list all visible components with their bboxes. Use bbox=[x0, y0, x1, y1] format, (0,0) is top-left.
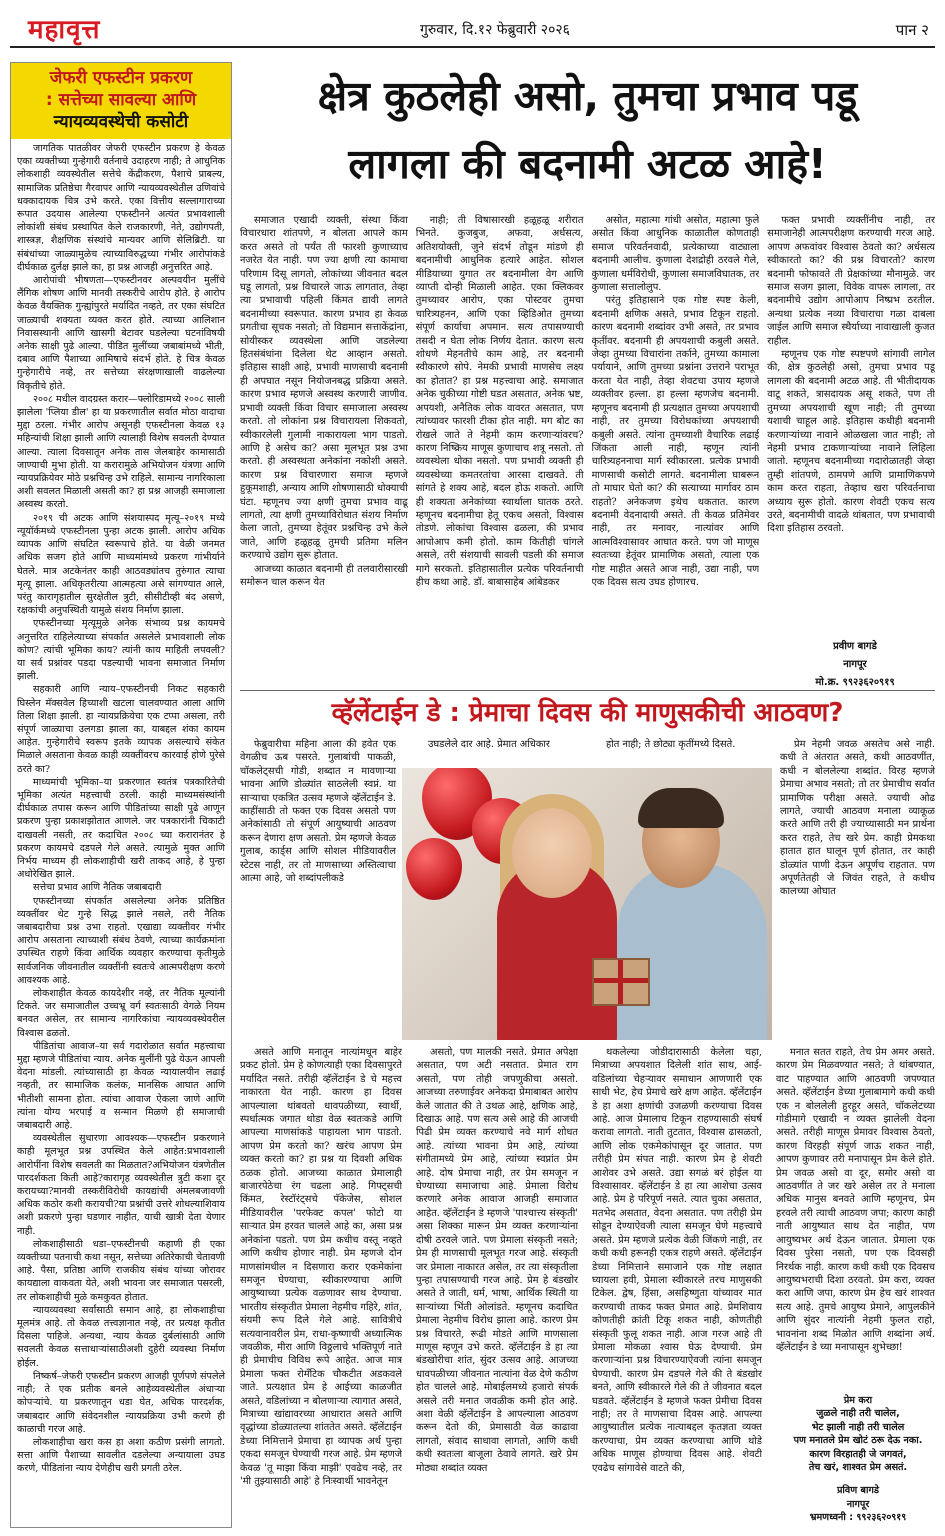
sidebar-subheading: सत्तेचा प्रभाव आणि नैतिक जबाबदारी bbox=[33, 882, 162, 894]
article1-headline bbox=[240, 62, 935, 212]
poem-line: पण मनातले प्रेम खोटं ठरू देऊ नका. bbox=[793, 1435, 923, 1447]
woman-face bbox=[512, 808, 592, 898]
poem-line: जुळले नाही तरी चालेल, bbox=[816, 1408, 900, 1420]
article2-paragraph: थकलेल्या जोडीदारासाठी केलेला चहा, मित्राच्या अपयशात दिलेली शांत साथ, आई-वडिलांच्या चेहऱ्यावर समाधान आणणारी एक साधी भेट, हेच प्रेमाचे खरे क्षण आहेत. व्हॅलेंटाईन डे हा अशा क्षणांची उजळणी करण्याचा दिवस आहे. आज प्रेमालाच टिकून राहण्यासाठी संघर्ष करावा लागतो. नाती तुटतात, विश्वास ढासळतो, आणि लोक एकमेकांपासून दूर जातात. पण तरीही प्रेम संपत नाही. कारण प्रेम हे शेवटी आशेवर उभे असते. उद्या सगळं बरं होईल या विश्वासावर. व्हॅलेंटाईन डे हा त्या आशेचा उत्सव आहे. प्रेम हे परिपूर्ण नसते. त्यात चुका असतात, मतभेद असतात, वेदना असतात. पण तरीही प्रेम सोडून देण्याऐवजी त्याला समजून घेणे महत्त्वाचे असते. प्रेम म्हणजे प्रत्येक वेळी जिंकणे नाही, तर कधी कधी हरूनही एकत्र राहणे असते. व्हॅलेंटाईन डेच्या निमित्ताने समाजाने एक गोष्ट लक्षात घ्यायला हवी, प्रेमाला स्वीकारले तरच माणुसकी टिकेल. द्वेष, हिंसा, असहिष्णुता यांच्यावर मात करण्याची ताकद फक्त प्रेमात आहे. प्रेमशिवाय कोणतीही क्रांती टिकू शकत नाही, कोणतीही संस्कृती फुलू शकत नाही. आज गरज आहे ती प्रेमाला मोकळा श्वास घेऊ देण्याची. प्रेम करणाऱ्यांना प्रश्न विचारण्याऐवजी त्यांना समजून घेण्याची. कारण प्रेम दडपले गेले की ते बंडखोर बनते, आणि स्वीकारले गेले की ते जीवनात बदल घडवते. व्हॅलेंटाईन डे म्हणजे फक्त प्रेमीचा दिवस नाही; तर ते माणसाचा दिवस आहे. आपल्या आयुष्यातील प्रत्येक नात्याबद्दल कृतज्ञता व्यक्त करण्याचा, प्रेम व्यक्त करण्याचा आणि थोडे अधिक माणूस होण्याचा दिवस आहे. शेवटी एवढेच सांगावेसे वाटते की, bbox=[592, 1047, 762, 1474]
article2-paragraph: फेब्रुवारीचा महिना आला की हवेत एक वेगळीच ऊब पसरते. गुलाबांची पाकळी, चॉकलेट्सची गोडी, शब्दात न मावणाऱ्या भावना आणि डोळ्यांत साठलेली स्वप्नं. या साऱ्याचा एकत्रित उत्सव म्हणजे व्हॅलेंटाईन डे. काहींसाठी तो फक्त एक दिवस असतो पण अनेकांसाठी तो संपूर्ण आयुष्याची आठवण करून देणारा क्षण असतो. प्रेम म्हणजे केवळ गुलाब, कार्ड्स आणि सोशल मीडियावरील स्टेटस नाही, तर तो माणसाच्या अस्तित्वाचा आत्मा आहे, जो शब्दांपलीकडे bbox=[240, 739, 396, 885]
sidebar-paragraph: जागतिक पातळीवर जेफरी एफस्टीन प्रकरण हे केवळ एका व्यक्तीच्या गुन्हेगारी वर्तनाचे उदाहरण नाही; ते आधुनिक लोकशाही व्यवस्थेतील सत्तेचे केंद्रीकरण, पैशाचे प्राबल्य, सामाजिक प्रतिष्ठेचा गैरवापर आणि न्यायव्यवस्थेतील उणिवांचे धक्कादायक चित्र उभे करते. एका वित्तीय सल्लागाराच्या रूपात उदयास आलेल्या एफस्टीनने अत्यंत प्रभावशाली लोकांशी संबंध प्रस्थापित केले राजकारणी, नेते, उद्योगपती, शास्त्रज्ञ, शैक्षणिक संस्थांचे मान्यवर आणि सेलिब्रिटी. या संबंधांच्या जाळ्यामुळेच त्याच्याविरुद्धच्या गंभीर आरोपांकडे दीर्घकाळ दुर्लक्ष झाले का, हा प्रश्न आजही अनुत्तरित आहे. bbox=[17, 143, 225, 273]
article2-column-top-3 bbox=[592, 738, 772, 758]
page-number: पान २ bbox=[895, 21, 929, 39]
article1-headline-line2: लागला की बदनामी अटळ आहे! bbox=[348, 140, 827, 188]
article1-column-4 bbox=[767, 214, 935, 684]
sidebar-paragraph: न्यायव्यवस्था सर्वांसाठी समान आहे, हा लोकशाहीचा मूलमंत्र आहे. तो केवळ तत्त्वज्ञानात नव्हे, तर प्रत्यक्ष कृतीत दिसला पाहिजे. अन्यथा, न्याय केवळ दुर्बलांसाठी आणि सवलती केवळ सत्ताधाऱ्यांसाठीअशी दुहेरी व्यवस्था निर्माण होईल. bbox=[17, 1304, 225, 1369]
article1-paragraph: परंतु इतिहासाने एक गोष्ट स्पष्ट केली, बदनामी क्षणिक असते, प्रभाव टिकून राहतो. कारण बदनामी शब्दांवर उभी असते, तर प्रभाव कृतींवर. बदनामी ही अपयशाची कबुली असते. जेव्हा तुमच्या विचारांना तर्काने, तुमच्या कामाला पर्यायाने, आणि तुमच्या प्रश्नांना उत्तराने पराभूत करता येत नाही, तेव्हा शेवटचा उपाय म्हणजे व्यक्तीवर हल्ला. हा हल्ला म्हणजेच बदनामी. म्हणूनच बदनामी ही प्रत्यक्षात तुमच्या अपयशाची नाही, तर तुमच्या विरोधकांच्या अपयशाची कबुली असते. त्यांना तुमच्याशी वैचारिक लढाई जिंकता आली नाही, म्हणून त्यांनी चारित्र्यहननाचा मार्ग स्वीकारला. प्रत्येक प्रभावी माणसाची कसोटी लागते. बदनामीला घाबरून तो माघार घेतो का? की सत्याच्या मार्गावर ठाम राहतो? अनेकजण इथेच थकतात. कारण बदनामी वेदनादायी असते. ती केवळ प्रतिमेवर नाही, तर मनावर, नात्यांवर आणि आत्मविश्वासावर आघात करते. पण जो माणूस स्वतःच्या हेतूंवर प्रामाणिक असतो, त्याला एक गोष्ट माहीत असते आज नाही, उद्या नाही, पण एक दिवस सत्य उघड होणारच. bbox=[591, 295, 760, 588]
article2-column-1 bbox=[240, 1046, 402, 1526]
article2-poem-and-byline bbox=[788, 1394, 928, 1525]
article1-byline bbox=[780, 638, 930, 692]
article2-column-top-4 bbox=[780, 738, 935, 1042]
article2-author: प्रविण बागडे bbox=[836, 1485, 880, 1497]
article1-paragraph: समाजात एखादी व्यक्ती, संस्था किंवा विचारधारा शांतपणे, न बोलता आपले काम करत असते तो पर्यंत ती फारशी कुणाच्याच नजरेत येत नाही. पण ज्या क्षणी त्या कामाचा परिणाम दिसू लागतो, लोकांच्या जीवनात बदल घडू लागतो, प्रश्न विचारले जाऊ लागतात, तेव्हा त्या प्रभावाची पहिली किंमत द्यावी लागते बदनामीच्या स्वरूपात. कारण प्रभाव हा केवळ प्रगतीचा सूचक नसतो; तो विद्यमान सत्ताकेंद्रांना, सोयीस्कर व्यवस्थेला आणि जडलेल्या हितसंबंधांना दिलेला थेट आव्हान असतो. इतिहास साक्षी आहे, प्रभावी माणसाची बदनामी ही अपघात नसून नियोजनबद्ध प्रक्रिया असते. कारण प्रभाव म्हणजे अस्वस्थ करणारी जाणीव. प्रभावी व्यक्ती किंवा विचार समाजाला अस्वस्थ करतो. तो लोकांना प्रश्न विचारायला शिकवतो, स्वीकारलेली गुलामी नाकारायला भाग पाडतो. आणि हे असेच का? असा मूलभूत प्रश्न उभा करतो. ही अस्वस्थता अनेकांना नकोशी असते. कारण प्रश्न विचारणारा समाज म्हणजे हुकूमशाही, अन्याय आणि शोषणासाठी धोक्याची घंटा. म्हणूनच ज्या क्षणी तुमचा प्रभाव वाढू लागतो, त्या क्षणी तुमच्याविरोधात संशय निर्माण केला जातो, तुमच्या हेतूंवर प्रश्नचिन्ह उभे केले जाते, आणि हळूहळू तुमची प्रतिमा मलिन करण्याचे उद्योग सुरू होतात. bbox=[240, 215, 408, 562]
sidebar-title-line3: न्यायव्यवस्थेची कसोटी bbox=[53, 112, 189, 132]
article2-column-3 bbox=[592, 1046, 762, 1526]
article2-headline: व्हॅलेंटाईन डे : प्रेमाचा दिवस की माणुसकीची आठवण? bbox=[240, 690, 935, 734]
issue-date: गुरुवार, दि.१२ फेब्रुवारी २०२६ bbox=[420, 22, 570, 38]
sidebar-paragraph: लोकशाहीत केवळ कायदेशीर नव्हे, तर नैतिक मूल्यांनी टिकते. जर समाजातील उच्चभ्रू वर्ग स्वतःसाठी वेगळे नियम बनवत असेल, तर सामान्य नागरिकांचा न्यायव्यवस्थेवरील विश्वास ढळतो. bbox=[17, 988, 225, 1039]
sidebar-paragraph: पीडितांचा आवाज–या सर्व गदारोळात सर्वात महत्त्वाचा मुद्दा म्हणजे पीडितांचा न्याय. अनेक मुलींनी पुढे येऊन आपली वेदना मांडली. त्यांच्यासाठी हा केवळ न्यायालयीन लढाई नव्हती, तर सामाजिक कलंक, मानसिक आघात आणि भीतीशी सामना होता. त्यांचा आवाज ऐकला जाणे आणि त्यांना योग्य भरपाई व सन्मान मिळणे ही समाजाची जबाबदारी आहे. bbox=[17, 1040, 225, 1132]
sidebar-paragraph: २००८ मधील वादग्रस्त करार—फ्लोरिडामध्ये २००८ साली झालेला 'प्लिया डील' हा या प्रकरणातील सर्वात मोठा वादाचा मुद्दा ठरला. गंभीर आरोप असूनही एफस्टीनला केवळ १३ महिन्यांची शिक्षा झाली आणि त्यालाही विशेष सवलती देण्यात आल्या. त्याला दिवसातून अनेक तास जेलबाहेर कामासाठी जाण्याची मुभा होती. या करारामुळे अभियोजन यंत्रणा आणि न्यायप्रक्रियेवर मोठे प्रश्नचिन्ह उभे राहिले. सामान्य नागरिकाला अशी सवलत मिळाली असती का? हा प्रश्न आजही समाजाला अस्वस्थ करतो. bbox=[17, 393, 225, 511]
article1-column-2 bbox=[416, 214, 584, 684]
sidebar-paragraph: एफस्टीनच्या संपर्कात असलेल्या अनेक प्रतिष्ठित व्यक्तींवर थेट गुन्हे सिद्ध झाले नसले, तरी नैतिक जबाबदारीचा प्रश्न उभा राहतो. एखाद्या व्यक्तीवर गंभीर आरोप असताना त्याच्याशी संबंध ठेवणे, त्याच्या कार्यक्रमांना उपस्थित राहणे किंवा आर्थिक व्यवहार करण्याचा कृतीमुळे सार्वजनिक जीवनातील व्यक्तींनी स्वतःचे आत्मपरीक्षण करणे आवश्यक आहे. bbox=[17, 895, 225, 986]
poem-line: तेच खरं, शाश्वत प्रेम असतं. bbox=[808, 1462, 908, 1474]
article1-paragraph: म्हणूनच एक गोष्ट स्पष्टपणे सांगावी लागेल की, क्षेत्र कुठलेही असो, तुमचा प्रभाव पडू लागला की बदनामी अटळ आहे. ती भीतीदायक वाटू शकते, त्रासदायक असू शकते, पण ती तुमच्या अपयशाची खूण नाही; ती तुमच्या यशाची चाहूल आहे. इतिहास कधीही बदनामी करणाऱ्यांच्या नावाने ओळखला जात नाही; तो नेहमी प्रभाव टाकणाऱ्यांच्या नावाने लिहिला जातो. म्हणूनच बदनामीच्या गदारोळातही जेव्हा तुम्ही शांतपणे, ठामपणे आणि प्रामाणिकपणे काम करत राहता, तेव्हाच खरा परिवर्तनाचा अध्याय सुरू होतो. कारण शेवटी एकच सत्य उरते, बदनामीची वादळे थांबतात, पण प्रभावाची दिशा इतिहास ठरवतो. bbox=[767, 349, 935, 535]
sidebar-paragraph: लोकशाहीसाठी धडा–एफस्टीनची कहाणी ही एका व्यक्तीच्या पतनाची कथा नसून, सत्तेच्या अतिरेकाची चेतावणी आहे. पैसा, प्रतिष्ठा आणि राजकीय संबंध यांच्या जोरावर कायद्याला वाकवता येते, अशी भावना जर समाजात पसरली, तर लोकशाहीची मुळे कमकुवत होतात. bbox=[17, 1238, 225, 1303]
man-figure bbox=[617, 863, 767, 1040]
article1-body bbox=[240, 214, 935, 688]
sidebar-paragraph: माध्यमांची भूमिका–या प्रकरणात स्वतंत्र पत्रकारितेची भूमिका अत्यंत महत्त्वाची ठरली. काही माध्यमसंस्थांनी दीर्घकाळ तपास करून आणि पीडितांच्या साक्षी पुढे आणून प्रकरण पुन्हा प्रकाशझोतात आणले. जर पत्रकारांनी चिकाटी दाखवली नसती, तर कदाचित २००८ च्या करारानंतर हे प्रकरण कायमचे दडपले गेले असते. त्यामुळे मुक्त आणि निर्भय माध्यम ही लोकशाहीची खरी ताकद आहे, हे पुन्हा अधोरेखित झाले. bbox=[17, 776, 225, 881]
article1-author: प्रवीण बागडे bbox=[833, 641, 877, 652]
sidebar-title-line1: जेफरी एफस्टीन प्रकरण bbox=[49, 68, 193, 88]
gift-box-icon bbox=[592, 958, 650, 1006]
sidebar-paragraph: व्यवस्थेतील सुधारणा आवश्यक—एफस्टीन प्रकरणाने काही मूलभूत प्रश्न उपस्थित केले आहेत:प्रभावशाली आरोपींना विशेष सवलती का मिळतात?अभियोजन यंत्रणेतील पारदर्शकता किती आहे?कारागृह व्यवस्थेतील त्रुटी कशा दूर करायच्या?मानवी तस्करीविरोधी कायद्यांची अंमलबजावणी अधिक कठोर कशी करायची?या प्रश्नांची उत्तरे शोधल्याशिवाय अशी प्रकरणे पुन्हा घडणार नाहीत, याची खात्री देता येणार नाही. bbox=[17, 1133, 225, 1237]
article2-column-2 bbox=[416, 1046, 578, 1526]
article2-city: नागपूर bbox=[846, 1498, 870, 1510]
article2-paragraph: असते आणि मनातून नात्यांमधून बाहेर प्रकट होतो. प्रेम हे कोणत्याही एका दिवसापुरते मर्यादित नसते. तरीही व्हॅलेंटाईन डे चे महत्त्व नाकारता येत नाही. कारण हा दिवस आपल्याला थांबवतो धावपळीच्या, स्वार्थी, स्पर्धात्मक जगात थोडा वेळ स्वतःकडे आणि आपल्या माणसांकडे पाहायला भाग पाडतो. आपण प्रेम करतो का? खरंच आपण प्रेम व्यक्त करतो का? हा प्रश्न या दिवशी अधिक ठळक होतो. आजच्या काळात प्रेमालाही बाजारपेठेचा रंग चढला आहे. गिफ्ट्सची किंमत, रेस्टॉरंट्सचे पॅकेजेस, सोशल मीडियावरील 'परफेक्ट कपल' फोटो या साऱ्यात प्रेम हरवत चालले आहे का, असा प्रश्न अनेकांना पडतो. पण प्रेम कधीच वस्तू नव्हते आणि कधीच होणार नाही. प्रेम म्हणजे दोन माणसांमधील न दिसणारा करार एकमेकांना समजून घेण्याचा, स्वीकारण्याचा आणि आयुष्याच्या प्रत्येक वळणावर साथ देण्याचा. भारतीय संस्कृतीत प्रेमाला नेहमीच गहिरे, शांत, संयमी रूप दिले गेले आहे. सावित्रीचे सत्यवानावरील प्रेम, राधा-कृष्णाची अध्यात्मिक जवळीक, मीरा आणि विठ्ठलाचे भक्तिपूर्ण नाते ही प्रेमाचीच विविध रूपे आहेत. आज मात्र प्रेमाला फक्त रोमॅंटिक चौकटीत अडकवले जाते. प्रत्यक्षात प्रेम हे आईच्या काळजीत असते, वडिलांच्या न बोलणाऱ्या त्यागात असते, मित्राच्या खांद्यावरच्या आधारात असते आणि वृद्धांच्या डोळ्यातल्या शांततेत असते. व्हॅलेंटाईन डेच्या निमित्ताने प्रेमाचा हा व्यापक अर्थ पुन्हा एकदा समजून घेण्याची गरज आहे. प्रेम म्हणजे केवळ 'तू माझा किंवा माझी' एवढेच नव्हे, तर 'मी तुझ्यासाठी आहे' हे निःस्वार्थी भावनेतून bbox=[240, 1047, 402, 1487]
poem-line: भेट झाली नाही तरी चालेल bbox=[811, 1421, 905, 1433]
newspaper-logo: महावृत्त bbox=[28, 15, 101, 45]
article1-column-3 bbox=[592, 214, 760, 684]
man-hair bbox=[638, 788, 724, 828]
article2-paragraph: होत नाही; ते छोट्या कृतींमध्ये दिसते. bbox=[606, 739, 736, 750]
article1-headline-line1: क्षेत्र कुठलेही असो, तुमचा प्रभाव पडू bbox=[317, 72, 858, 120]
article2-body bbox=[240, 738, 935, 1528]
article2-mobile: भ्रमणध्वनी : ९९२३६२०९१९ bbox=[809, 1512, 907, 1524]
article1-mobile: मो.क्र. ९९२३६२०९१९ bbox=[815, 677, 895, 688]
article2-column-top-2 bbox=[414, 738, 584, 758]
article1-paragraph: फक्त प्रभावी व्यक्तींनीच नाही, तर समाजानेही आत्मपरीक्षण करण्याची गरज आहे. आपण अफवांवर विश्वास ठेवतो का? अर्धसत्य स्वीकारतो का? की प्रश्न विचारतो? कारण बदनामी फोफावते ती प्रेक्षकांच्या मौनामुळे. जर समाज सजग झाला, विवेक वापरू लागला, तर बदनामीचे उद्योग आपोआप निष्प्रभ ठरतील. अन्यथा प्रत्येक नव्या विचाराचा गळा दाबला जाईल आणि समाज स्थैर्याच्या नावाखाली कुजत राहील. bbox=[767, 215, 935, 347]
article2-column-4 bbox=[776, 1046, 935, 1386]
sidebar-paragraph: एफस्टीनच्या मृत्यूमुळे अनेक संभाव्य प्रश्न कायमचे अनुत्तरित राहिलेत्याच्या संपर्कात असलेले प्रभावशाली लोक कोण? त्यांची भूमिका काय? त्यांनी काय माहिती लपवली? या सर्व प्रश्नांवर पडदा पडल्याची भावना समाजात निर्माण झाली. bbox=[17, 618, 225, 683]
sidebar-title-line2: : सत्तेच्या सावल्या आणि bbox=[45, 90, 197, 110]
sidebar-paragraph: २०१९ ची अटक आणि संशयास्पद मृत्यू–२०१९ मध्ये न्यूयॉर्कमध्ये एफस्टीनला पुन्हा अटक झाली. आरोप अधिक व्यापक आणि संघटित स्वरूपाचे होते. या वेळी जनमत अधिक सजग होते आणि माध्यमांमध्ये प्रकरण गांभीर्याने घेतले. मात्र अटकेनंतर काही आठवड्यांतच तुरुंगात त्याचा मृत्यू झाला. अधिकृतरीत्या आत्महत्या असे सांगण्यात आले, परंतु कारागृहातील सुरक्षेतील त्रुटी, सीसीटीव्ही बंद असणे, रक्षकांची अनुपस्थिती यामुळे संशय निर्माण झाला. bbox=[17, 512, 225, 617]
sidebar-paragraph: सहकारी आणि न्याय–एफस्टीनची निकट सहकारी घिस्लेन मॅक्सवेल हिच्याशी खटला चालवण्यात आला आणि तिला शिक्षा झाली. हा न्यायप्रक्रियेचा एक टप्पा असला, तरी संपूर्ण जाळ्याचा उलगडा झाला का, याबद्दल शंका कायम आहेत. गुन्हेगारीचे स्वरूप इतके व्यापक असल्याचे संकेत मिळाले असताना केवळ काही व्यक्तींवरच कारवाई होणे पुरेसे ठरते का? bbox=[17, 684, 225, 775]
sidebar-article-body bbox=[11, 139, 231, 1479]
article2-column-top-1 bbox=[240, 738, 396, 1042]
article1-city: नागपूर bbox=[843, 659, 867, 670]
article1-paragraph: नाही; ती विषासारखी हळूहळू शरीरात भिनते. कुजबुज, अफवा, अर्धसत्य, अतिशयोक्ती, जुने संदर्भ तोडून मांडणे ही बदनामीची आधुनिक हत्यारे आहेत. सोशल मीडियाच्या युगात तर बदनामीला वेग आणि व्याप्ती दोन्ही मिळाली आहेत. एका क्लिकवर तुमच्यावर आरोप, एका पोस्टवर तुमचा चारित्र्यहनन, आणि एका व्हिडिओत तुमच्या संपूर्ण कार्याचा अपमान. सत्य तपासण्याची तसदी न घेता लोक निर्णय देतात. कारण सत्य शोधणे मेहनतीचे काम आहे, तर बदनामी स्वीकारणे सोपे. नेमकी प्रभावी माणसेच लक्ष्य का होतात? हा प्रश्न महत्त्वाचा आहे. समाजात अनेक चुकीच्या गोष्टी घडत असतात, अनेक भ्रष्ट, अपयशी, अनैतिक लोक वावरत असतात, पण त्यांच्यावर फारशी टीका होत नाही. मग बोट का रोखले जाते ते नेहमी काम करणाऱ्यांवरच? कारण निष्क्रिय माणूस कुणाचाच शत्रू नसतो. तो व्यवस्थेला धोका नसतो. पण प्रभावी व्यक्ती ही व्यवस्थेच्या कमतरतांचा आरसा दाखवते. ती सांगते हे शक्य आहे, बदल होऊ शकतो. आणि ही शक्यता अनेकांच्या स्वार्थाला घातक ठरते. म्हणूनच बदनामीचा हेतू एकच असतो, विश्वास तोडणे. लोकांचा विश्वास ढळला, की प्रभाव आपोआप कमी होतो. काम कितीही चांगले असले, तरी संशयाची सावली पडली की समाज मागे सरकतो. इतिहासातील प्रत्येक परिवर्तनाची हीच कथा आहे. डॉ. बाबासाहेब आंबेडकर bbox=[415, 215, 584, 588]
sidebar-article-title bbox=[11, 63, 231, 139]
masthead bbox=[10, 8, 935, 48]
sidebar-paragraph: निष्कर्ष–जेफरी एफस्टीन प्रकरण आजही पूर्णपणे संपलेले नाही; ते एक प्रतीक बनले आहेव्यवस्थेतील अंधाऱ्या कोपऱ्यांचे. या प्रकरणातून धडा घेत, अधिक पारदर्शक, जबाबदार आणि संवेदनशील न्यायप्रक्रिया उभी करणे ही काळाची गरज आहे. bbox=[17, 1370, 225, 1435]
article2-paragraph: मनात सतत राहते, तेच प्रेम अमर असते. कारण प्रेम मिळवण्यात नसते; ते थांबण्यात, वाट पाहण्यात आणि आठवणी जपण्यात असते. व्हॅलेंटाईन डेच्या गुलाबामागे कधी कधी एक न बोललेली हुरहूर असते, चॉकलेटच्या गोडीमागे एखादी न व्यक्त झालेली वेदना असते. तरीही माणूस प्रेमावर विश्वास ठेवतो, कारण विरहही संपूर्ण जाऊ शकत नाही, आपण कुणावर तरी मनापासून प्रेम केले होते. प्रेम जवळ असो वा दूर, समोर असो वा आठवणींत ते जर खरे असेल तर ते मनाला अधिक मानुस बनवते आणि म्हणूनच, प्रेम हरवले तरी त्याची आठवण जपा; कारण काही नाती आयुष्यात साथ देत नाहीत, पण आयुष्यभर अर्थ देऊन जातात. प्रेमाला एक दिवस पुरेसा नसतो, पण एक दिवसही निरर्थक नाही. कारण कधी कधी एक दिवसच आयुष्यभराची दिशा ठरवतो. प्रेम करा, व्यक्त करा आणि जपा, कारण प्रेम हेच खरं शाश्वत सत्य आहे. तुमचे आयुष्य प्रेमाने, आपुलकीने आणि सुंदर नात्यांनी नेहमी फुलत राहो, भावनांना शब्द मिळोत आणि शब्दांना अर्थ. व्हॅलेंटाईन डे च्या मनापासून शुभेच्छा! bbox=[776, 1047, 935, 1353]
sidebar-article bbox=[10, 62, 232, 1528]
sidebar-paragraph: लोकशाहीचा खरा कस हा अशा कठीण प्रसंगी लागतो. सत्ता आणि पैशाच्या सावलीत दडलेल्या अन्यायाला उघड करणे, पीडितांना न्याय देणेहीच खरी प्रगती ठरेल. bbox=[17, 1436, 225, 1475]
sidebar-paragraph: आरोपांची भीषणता—एफस्टीनवर अल्पवयीन मुलींचे लैंगिक शोषण आणि मानवी तस्करीचे आरोप होते. हे आरोप केवळ वैयक्तिक गुन्ह्यांपुरते मर्यादित नव्हते, तर एका संघटित जाळ्याची शक्यता व्यक्त करत होते. त्याच्या आलिशान निवासस्थानी आणि खासगी बेटावर घडलेल्या घटनांविषयी अनेक साक्षी पुढे आल्या. पीडित मुलींच्या जबाबांमध्ये भीती, दबाव आणि पैशाच्या आमिषाचे संदर्भ होते. हे चित्र केवळ गुन्हेगारीचे नव्हे, तर सत्तेच्या संरक्षणाखाली वाढलेल्या विकृतीचे होते. bbox=[17, 275, 225, 392]
heart-balloon-icon bbox=[406, 838, 462, 900]
poem-line: प्रेम करा bbox=[843, 1395, 873, 1406]
article1-column-1 bbox=[240, 214, 408, 684]
article2-paragraph: उघडलेले दार आहे. प्रेमात अधिकार bbox=[428, 739, 550, 750]
article1-paragraph: आजच्या काळात बदनामी ही तलवारीसारखी समोरून चाल करून येत bbox=[240, 563, 408, 588]
article1-paragraph: असोत, महात्मा गांधी असोत, महात्मा फुले असोत किंवा आधुनिक काळातील कोणताही समाज परिवर्तनवादी, प्रत्येकाच्या वाट्याला बदनामी आलीच. कुणाला देशद्रोही ठरवले गेले, कुणाला धर्मविरोधी, कुणाला समाजविघातक, तर कुणाला सत्तालोलुप. bbox=[591, 215, 760, 294]
poem-line: कारण विरहातही जे जगवतं, bbox=[809, 1448, 907, 1460]
article2-paragraph: प्रेम नेहमी जवळ असतेच असे नाही. कधी ते अंतरात असते, कधी आठवणींत, कधी न बोललेल्या शब्दांत. विरह म्हणजे प्रेमाचा अभाव नसतो; तो तर प्रेमाचीच सर्वात प्रामाणिक परीक्षा असते. ज्याची ओढ लागते, ज्याची आठवण मनाला व्याकूळ करते आणि तरी ही ज्याच्यासाठी मन प्रार्थना करत राहते, तेच खरे प्रेम. काही प्रेमकथा हातात हात घालून पूर्ण होतात, तर काही डोळ्यांत पाणी देऊन अपूर्णच राहतात. पण अपूर्णतेतही जे जिवंत राहते, ते कधीच कालच्या ओघात bbox=[780, 739, 935, 898]
article2-paragraph: असतो, पण मालकी नसते. प्रेमात अपेक्षा असतात, पण अटी नसतात. प्रेमात राग असतो, पण तोही जपणुकीचा असतो. आजच्या तरुणाईवर अनेकदा प्रेमाबाबत आरोप केले जातात की ते उथळ आहे, क्षणिक आहे, दिखाऊ आहे. पण सत्य असे आहे की आजची पिढी प्रेम व्यक्त करण्याचे नवे मार्ग शोधत आहे. त्यांच्या भावना प्रेम आहे, त्यांच्या संगीतामध्ये प्रेम आहे, त्यांच्या स्वप्नांत प्रेम आहे. दोष प्रेमाचा नाही, तर प्रेम समजून न घेण्याच्या समाजाचा आहे. प्रेमाला विरोध करणारे अनेक आवाज आजही समाजात आहेत. व्हॅलेंटाईन डे म्हणजे 'पाश्चात्त्य संस्कृती' असा शिक्का मारून प्रेम व्यक्त करणाऱ्यांना दोषी ठरवले जाते. पण प्रेमाला संस्कृती नसते; प्रेम ही माणसाची मूलभूत गरज आहे. संस्कृती जर प्रेमाला नाकारत असेल, तर त्या संस्कृतीला पुन्हा तपासण्याची गरज आहे. प्रेम हे बंडखोर असते ते जाती, धर्म, भाषा, आर्थिक स्थिती या साऱ्यांच्या भिंती ओलांडते. म्हणूनच कदाचित प्रेमाला नेहमीच विरोध झाला आहे. कारण प्रेम प्रश्न विचारते, रूढी मोडते आणि माणसाला माणूस म्हणून उभे करते. व्हॅलेंटाईन डे हा त्या बंडखोरीचा शांत, सुंदर उत्सव आहे. आजच्या धावपळीच्या जीवनात नात्यांना वेळ देणे कठीण होत चालले आहे. मोबाईलमध्ये हजारो संपर्क असले तरी मनात जवळीक कमी होत आहे. अशा वेळी व्हॅलेंटाईन डे आपल्याला आठवण करून देतो की, प्रेमासाठी वेळ काढावा लागतो, संवाद साधावा लागतो, आणि कधी कधी स्वतःला बाजूला ठेवावे लागते. खरे प्रेम मोठ्या शब्दांत व्यक्त bbox=[416, 1047, 578, 1474]
valentine-couple-photo bbox=[402, 768, 772, 1040]
